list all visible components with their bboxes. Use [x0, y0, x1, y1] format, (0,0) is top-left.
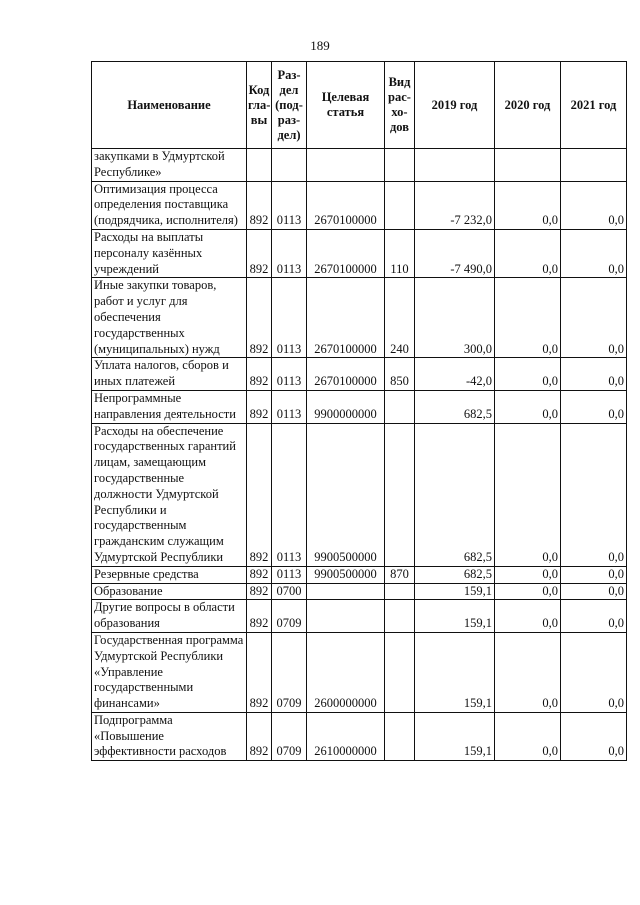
cell-section: 0700 [272, 583, 307, 600]
table-row [92, 712, 627, 760]
cell-2019: 159,1 [415, 583, 495, 600]
table-row [92, 632, 627, 712]
cell-2020: 0,0 [495, 712, 561, 760]
cell-expense-type [385, 390, 415, 423]
cell-name: Уплата налогов, сборов и иных платежей [92, 358, 247, 391]
cell-section: 0113 [272, 390, 307, 423]
cell-target-article [307, 149, 385, 182]
table-row [92, 600, 627, 633]
cell-target-article: 2610000000 [307, 712, 385, 760]
cell-expense-type: 110 [385, 229, 415, 277]
cell-ministry-code: 892 [247, 632, 272, 712]
cell-2021: 0,0 [561, 632, 627, 712]
cell-2019: 300,0 [415, 278, 495, 358]
cell-target-article: 9900500000 [307, 423, 385, 566]
cell-2020: 0,0 [495, 632, 561, 712]
cell-name: Расходы на выплаты персоналу казённых учреждений [92, 229, 247, 277]
cell-2021 [561, 149, 627, 182]
table-row [92, 181, 627, 229]
cell-target-article: 2670100000 [307, 358, 385, 391]
cell-section: 0113 [272, 358, 307, 391]
cell-2021: 0,0 [561, 600, 627, 633]
cell-expense-type [385, 181, 415, 229]
table-row [92, 583, 627, 600]
cell-2021: 0,0 [561, 278, 627, 358]
cell-2019: -7 232,0 [415, 181, 495, 229]
cell-2021: 0,0 [561, 566, 627, 583]
cell-ministry-code: 892 [247, 423, 272, 566]
cell-section: 0113 [272, 229, 307, 277]
cell-2020: 0,0 [495, 181, 561, 229]
cell-ministry-code [247, 149, 272, 182]
cell-name: Образование [92, 583, 247, 600]
cell-2020: 0,0 [495, 229, 561, 277]
cell-2019: 159,1 [415, 712, 495, 760]
cell-2019: 159,1 [415, 600, 495, 633]
cell-section [272, 149, 307, 182]
header-2019: 2019 год [415, 62, 495, 149]
page-number: 189 [310, 38, 330, 53]
header-2020: 2020 год [495, 62, 561, 149]
table-row [92, 229, 627, 277]
cell-target-article: 9900500000 [307, 566, 385, 583]
cell-section: 0113 [272, 181, 307, 229]
cell-section: 0113 [272, 278, 307, 358]
table-row [92, 278, 627, 358]
cell-2020 [495, 149, 561, 182]
header-target-article: Целевая статья [307, 62, 385, 149]
cell-name: Подпрограмма «Повышение эффективности расходов [92, 712, 247, 760]
table-row [92, 149, 627, 182]
cell-ministry-code: 892 [247, 181, 272, 229]
cell-name: Иные закупки товаров, работ и услуг для обеспечения государственных (муниципальных) нужд [92, 278, 247, 358]
cell-2021: 0,0 [561, 390, 627, 423]
cell-expense-type: 870 [385, 566, 415, 583]
cell-expense-type: 240 [385, 278, 415, 358]
cell-ministry-code: 892 [247, 358, 272, 391]
cell-2019: 682,5 [415, 566, 495, 583]
cell-2020: 0,0 [495, 583, 561, 600]
cell-section: 0113 [272, 423, 307, 566]
cell-2020: 0,0 [495, 390, 561, 423]
cell-name: закупками в Удмуртской Республике» [92, 149, 247, 182]
cell-2021: 0,0 [561, 712, 627, 760]
cell-expense-type [385, 632, 415, 712]
cell-ministry-code: 892 [247, 390, 272, 423]
cell-expense-type [385, 423, 415, 566]
cell-name: Государственная программа Удмуртской Республики «Управление государственными финансами» [92, 632, 247, 712]
cell-target-article: 9900000000 [307, 390, 385, 423]
table-row [92, 390, 627, 423]
header-row [92, 62, 627, 149]
cell-name: Другие вопросы в области образования [92, 600, 247, 633]
cell-2019: 159,1 [415, 632, 495, 712]
cell-2019: 682,5 [415, 423, 495, 566]
cell-ministry-code: 892 [247, 229, 272, 277]
cell-2019: 682,5 [415, 390, 495, 423]
header-name: Наименование [92, 62, 247, 149]
table-row [92, 358, 627, 391]
cell-target-article: 2670100000 [307, 278, 385, 358]
cell-2021: 0,0 [561, 583, 627, 600]
cell-name: Резервные средства [92, 566, 247, 583]
cell-2020: 0,0 [495, 358, 561, 391]
cell-name: Расходы на обеспечение государственных гарантий лицам, замещающим государственные должности Удмуртской Республики и государственным гражданским служащим Удмуртской Республики [92, 423, 247, 566]
table-row [92, 423, 627, 566]
cell-expense-type [385, 583, 415, 600]
table-row [92, 566, 627, 583]
cell-2019 [415, 149, 495, 182]
cell-expense-type [385, 600, 415, 633]
cell-2020: 0,0 [495, 566, 561, 583]
cell-expense-type: 850 [385, 358, 415, 391]
cell-section: 0709 [272, 632, 307, 712]
header-section: Раз- дел (под- раз- дел) [272, 62, 307, 149]
cell-ministry-code: 892 [247, 583, 272, 600]
cell-expense-type [385, 712, 415, 760]
cell-target-article: 2670100000 [307, 229, 385, 277]
header-2021: 2021 год [561, 62, 627, 149]
budget-table [91, 61, 627, 761]
cell-ministry-code: 892 [247, 712, 272, 760]
cell-2021: 0,0 [561, 181, 627, 229]
cell-2019: -42,0 [415, 358, 495, 391]
cell-2021: 0,0 [561, 423, 627, 566]
cell-2019: -7 490,0 [415, 229, 495, 277]
cell-expense-type [385, 149, 415, 182]
cell-ministry-code: 892 [247, 566, 272, 583]
cell-target-article: 2670100000 [307, 181, 385, 229]
cell-target-article [307, 583, 385, 600]
cell-name: Непрограммные направления деятельности [92, 390, 247, 423]
cell-ministry-code: 892 [247, 600, 272, 633]
header-expense-type: Вид рас- хо- дов [385, 62, 415, 149]
cell-section: 0709 [272, 712, 307, 760]
header-ministry-code: Код гла- вы [247, 62, 272, 149]
cell-2020: 0,0 [495, 278, 561, 358]
cell-section: 0709 [272, 600, 307, 633]
cell-2020: 0,0 [495, 600, 561, 633]
cell-target-article: 2600000000 [307, 632, 385, 712]
cell-2021: 0,0 [561, 229, 627, 277]
cell-2021: 0,0 [561, 358, 627, 391]
cell-2020: 0,0 [495, 423, 561, 566]
cell-section: 0113 [272, 566, 307, 583]
cell-ministry-code: 892 [247, 278, 272, 358]
cell-name: Оптимизация процесса определения поставщика (подрядчика, исполнителя) [92, 181, 247, 229]
cell-target-article [307, 600, 385, 633]
